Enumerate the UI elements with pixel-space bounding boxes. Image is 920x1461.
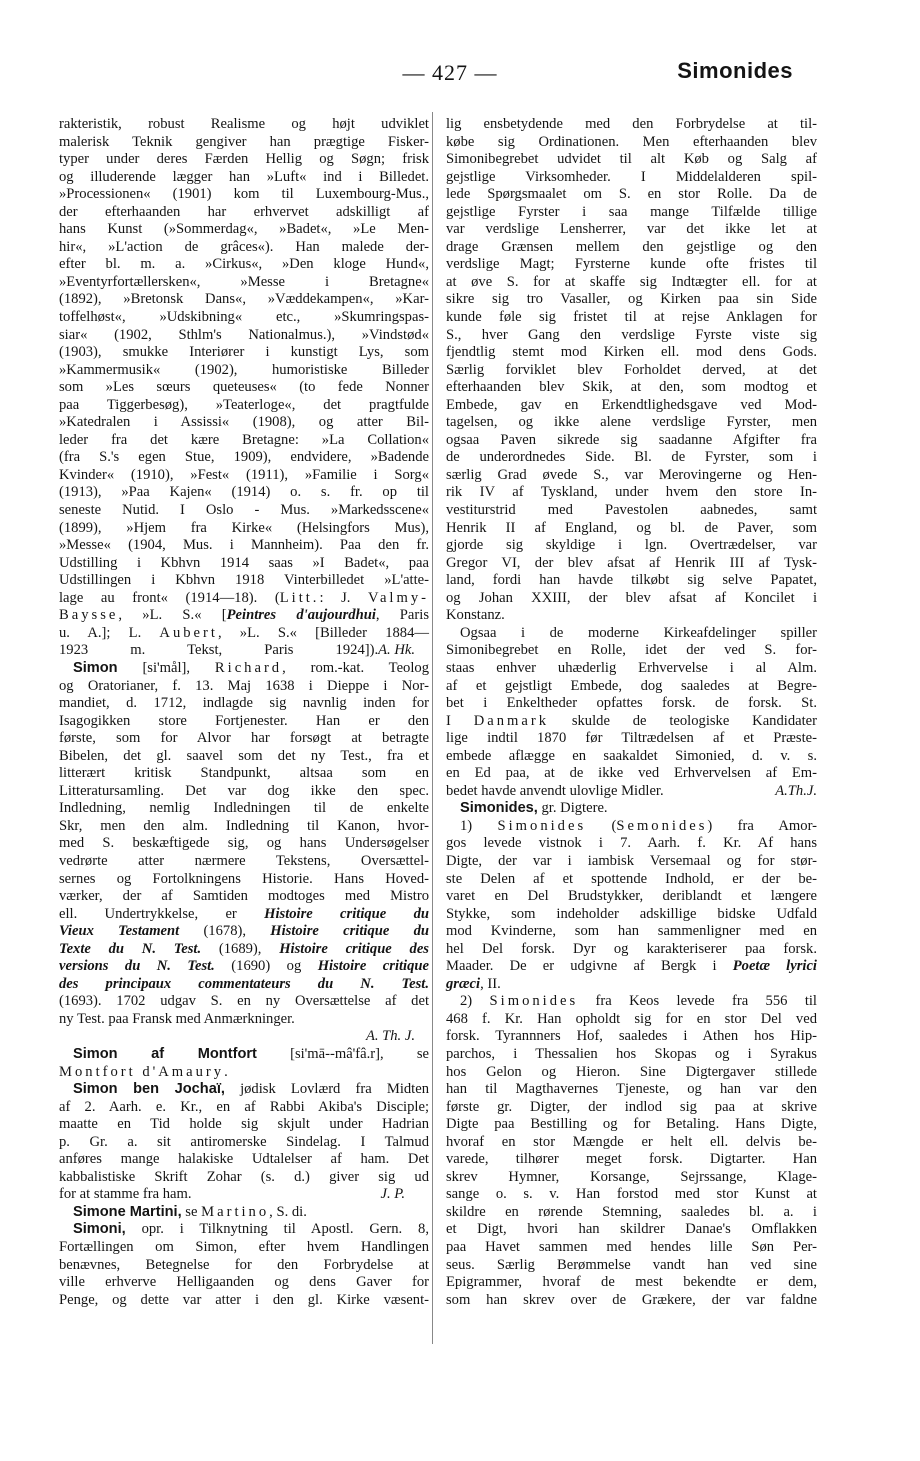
- text-line: som han skrev over de Grækere, der var faldne: [446, 1291, 817, 1308]
- text-run: 1): [460, 817, 498, 834]
- text-line: første, som for Alvor har forsøgt at betragte: [59, 730, 429, 747]
- text-run: jødisk Lovlærd fra Midten: [224, 1081, 429, 1098]
- text-line: Konstanz.: [446, 607, 505, 624]
- text-line: [446, 818, 817, 836]
- text-line: p. Gr. a. sit antiromerske Sindelag. I Talmud: [59, 1133, 429, 1150]
- text-line: [446, 958, 817, 976]
- running-head: Simonides: [677, 58, 793, 83]
- text-line: af et gejstligt Embede, dog saaledes at Begre-: [446, 677, 817, 694]
- text-run: (1689),: [201, 940, 280, 957]
- text-line: gos levede vistnok i 7. Aarh. f. Kr. Af hans: [446, 835, 817, 852]
- text-line: købe sig Ordinationen. Men efterhaanden blev: [446, 133, 817, 150]
- text-run: bedet havde anvendt ulovlige Midler.: [446, 782, 664, 799]
- literature-label: Litt.: [279, 589, 320, 606]
- text-line: [446, 1309, 817, 1327]
- text-line: [59, 976, 429, 994]
- page-number: — 427 —: [402, 60, 498, 85]
- text-line: Isagogikken store Fortjenester. Han er den: [59, 712, 429, 729]
- text-run: u. A.]; L.: [59, 624, 160, 641]
- text-run: lage au front« (1914—18). (: [59, 589, 280, 606]
- headword-simon: Simon: [73, 659, 118, 676]
- book-title: versions du N. Test.: [59, 958, 215, 975]
- text-line: (1903), smukke Interiører i kunstigt Lys, som: [59, 344, 429, 361]
- text-run: ell. Undertrykkelse, er: [59, 905, 265, 922]
- text-line: Epigrammer, hvoraf de mest bekendte er dem,: [446, 1274, 817, 1291]
- text-line: toffelhøst«, »Udskibning« etc., »Skumringspas-: [59, 309, 429, 326]
- text-line: embede aflægge en saakaldet Simonied, d. v. s.: [446, 747, 817, 764]
- text-line: særlig Grad øvede S., var Merovingerne og Hen-: [446, 466, 817, 483]
- text-run: 2): [460, 993, 490, 1010]
- text-line: malerisk Teknik gengiver han prægtige Fisker-: [59, 133, 429, 150]
- text-run: , »L. S.« [: [118, 607, 227, 624]
- text-run: , II.: [480, 975, 501, 992]
- text-run: I: [446, 712, 474, 729]
- text-line: Simonibegrebet en Rolle, idet der ved S. for-: [446, 642, 817, 659]
- author-signature: A.Th.J.: [775, 782, 817, 799]
- text-line: (1899), »Hjem fra Kirke« (Helsingfors Mus),: [59, 519, 429, 536]
- column-divider: [432, 112, 433, 1344]
- text-line: skildre en rørende Stemning, saaledes bl. a. i: [446, 1203, 817, 1220]
- text-line: gejstlige Fyrster i saa mange Tilfælde tillige: [446, 203, 817, 220]
- text-line: hir«, »L'action de grâces«). Han malede der-: [59, 238, 429, 255]
- text-line: leder fra det kære Bretagne: »La Collation«: [59, 431, 429, 448]
- book-title: Vieux Testament: [59, 923, 180, 940]
- text-line: var verdslige Lensherrer, var det ikke let at: [446, 221, 817, 238]
- text-line: værker, der af Samtiden modtoges med Mistro: [59, 888, 429, 905]
- left-column: [59, 116, 429, 1309]
- text-line: hel Del forsk. Dyr og karakteriserer paa forsk.: [446, 940, 817, 957]
- text-line: kabbalistiske Skrift Zohar (s. d.) giver sig ud: [59, 1168, 429, 1185]
- text-line: vestiturstrid med Pavestolen aabnedes, samt: [446, 502, 817, 519]
- text-run: Maader. De er udgivne af Bergk i: [446, 958, 733, 975]
- text-line: varede, tilhører meget forsk. Digtarter. Han: [446, 1151, 817, 1168]
- text-line: [59, 590, 429, 608]
- text-run: se: [181, 1203, 202, 1220]
- text-line: Udstillingen i Kbhvn 1918 Vinterbilledet »L'atte-: [59, 572, 429, 589]
- text-line: Digte paa Bestilling og for Betaling. Hans Digte,: [446, 1116, 817, 1133]
- cross-reference: Montfort d'Amaury: [59, 1063, 225, 1080]
- author-signature: A. Hk.: [378, 642, 415, 659]
- headword-simon-ben-jochai: Simon ben Jochaï,: [73, 1081, 225, 1098]
- text-line: lig ensbetydende med den Forbrydelse at til-: [446, 116, 817, 132]
- headword-simon-af-montfort: Simon af Montfort: [73, 1045, 257, 1062]
- person-name: Simonides: [497, 817, 587, 834]
- book-title: Histoire critique du: [264, 905, 429, 922]
- text-line: og Oratorianer, f. 13. Maj 1638 i Dieppe i Nor-: [59, 677, 429, 694]
- text-line: staas enhver uhæderlig Erhvervelse i al Alm.: [446, 659, 817, 676]
- author-name: Aubert: [159, 624, 218, 641]
- text-line: (1913), »Paa Kajen« (1914) o. s. fr. op til: [59, 484, 429, 501]
- text-run: 1923 m. Tekst, Paris 1924]).: [59, 642, 379, 659]
- text-line: der efterhaanden har erhvervet adskilligt af: [59, 203, 429, 220]
- text-line: han til Magthavernes Tjeneste, og han var den: [446, 1081, 817, 1098]
- text-line: og Johan XXIII, der blev afsat af Koncilet i: [446, 589, 817, 606]
- book-title: Texte du N. Test.: [59, 940, 202, 957]
- text-line: sikre sig tro Vasaller, og Kirken paa sin Side: [446, 291, 817, 308]
- headword-simoni: Simoni,: [73, 1221, 126, 1238]
- person-name: Simonides: [489, 993, 579, 1010]
- text-line: rik IV af Tyskland, under hvem den store In-: [446, 484, 817, 501]
- text-line: ville erhverve Helligaanden og dens Gaver for: [59, 1274, 429, 1291]
- text-line: »Processionen« (1901) kom til Luxembourg-Mus.,: [59, 186, 429, 203]
- entry-heading-line: [59, 660, 429, 678]
- text-run: (1690) og: [214, 958, 318, 975]
- text-line: Digte, der var i iambisk Versemaal og for stør-: [446, 852, 817, 869]
- text-line: »Eventyrfortællersken«, »Messe i Bretagne«: [59, 273, 429, 290]
- text-run: ) fra Amor-: [707, 817, 817, 834]
- cross-reference: Martino: [201, 1203, 270, 1220]
- text-run: [si'mål],: [117, 659, 215, 676]
- text-line: Gregor VI, der blev afsat af Henrik III af Tysk-: [446, 554, 817, 571]
- book-title: Peintres d'aujourdhui: [226, 607, 376, 624]
- text-line: Fortællingen om Simon, efter hvem Handlingen: [59, 1239, 429, 1255]
- text-line: [59, 906, 429, 924]
- author-signature: J. P.: [380, 1186, 405, 1203]
- text-line: tagelsen, og ikke alene verdslige Fyrster, men: [446, 414, 817, 431]
- author-name: Valmy-: [368, 589, 429, 606]
- text-line: paa Tiggerbesøg), »Teaterloge«, det pragtfulde: [59, 396, 429, 413]
- text-line: gejstlige Virksomheder. I Middelalderen spil-: [446, 168, 817, 185]
- text-line: hvoraf en stor Mængde er helt ell. delvis be-: [446, 1133, 817, 1150]
- text-line: [59, 642, 429, 660]
- headword-simone-martini: Simone Martini,: [73, 1203, 182, 1220]
- text-line: (1693). 1702 udgav S. en ny Oversættelse af det: [59, 993, 429, 1010]
- text-line: rakteristik, robust Realisme og højt udviklet: [59, 116, 429, 132]
- text-line: litterært kritisk Standpunkt, altsaa som en: [59, 765, 429, 782]
- text-line: at øve S. for at skaffe sig Indtægter ell. for at: [446, 273, 817, 290]
- text-run: , S. di.: [269, 1203, 307, 1220]
- entry-heading-line: [59, 1221, 429, 1239]
- author-signature: [59, 1028, 429, 1046]
- book-title: Histoire critique des: [279, 940, 429, 957]
- text-line: »Katedralen i Assissi« (1908), og atter Bil-: [59, 414, 429, 431]
- text-line: [59, 958, 429, 976]
- text-line: Litteratursamling. Det var dog ikke den spec.: [59, 782, 429, 799]
- text-line: [59, 607, 429, 625]
- text-line: seneste Nutid. I Oslo - Mus. »Markedsscene«: [59, 502, 429, 519]
- text-line: ny Test. paa Fransk med Anmærkninger.: [59, 1010, 295, 1027]
- text-line: (fra S.'s egen Stue, 1909), endvidere, »Badende: [59, 449, 429, 466]
- text-line: [59, 625, 429, 643]
- text-line: Bibelen, det gl. saavel som det ny Test., fra et: [59, 747, 429, 764]
- text-run: opr. i Tilknytning til Apostl. Gern. 8,: [125, 1221, 429, 1238]
- text-line: sernes og Fortolkningens Historie. Hans Hoved-: [59, 870, 429, 887]
- text-line: S., hver Gang den verdslige Fyrste viste sig: [446, 326, 817, 343]
- text-line: [446, 976, 817, 994]
- text-line: ste Delen af et spottende Indhold, er der be-: [446, 870, 817, 887]
- text-line: Ogsaa i de moderne Kirkeafdelinger spiller: [460, 624, 817, 641]
- page-header: [0, 58, 920, 98]
- text-line: hans Kunst (»Sommerdag«, »Badet«, »Le Men-: [59, 221, 429, 238]
- text-run: skulde de teologiske Kandidater: [549, 712, 817, 729]
- text-line: kunde føle sig fristet til at rejse Anklagen for: [446, 309, 817, 326]
- text-line: maatte en Tid holde sig skjult under Hadrian: [59, 1116, 429, 1133]
- text-line: Penge, og dette var atter i den gl. Kirke væsent-: [59, 1291, 429, 1308]
- text-line: (1892), »Bretonsk Dans«, »Væddekampen«, »Kar-: [59, 291, 429, 308]
- book-title: des principaux commentateurs du N. Test.: [59, 975, 429, 992]
- text-line: Stykke, som indeholder adskillige bidske Udfald: [446, 905, 817, 922]
- author-name: Baysse: [59, 607, 119, 624]
- person-name: Semonides: [616, 817, 708, 834]
- signature-text: A. Th. J.: [365, 1028, 415, 1045]
- text-line: benævnes, Betegnelse for den Forbrydelse at: [59, 1256, 429, 1273]
- text-line: første gr. Digter, der indlod sig paa at skrive: [446, 1098, 817, 1115]
- text-line: vedrørte atter nærmere Tekstens, Oversættel-: [59, 852, 429, 869]
- text-line: hos Gelon og Hieron. Sine Digtergaver stillede: [446, 1063, 817, 1080]
- text-line: et Digt, hvori han skildrer Danae's Omflakken: [446, 1221, 817, 1238]
- text-line: mandiet, d. 1712, indlagde sig navnlig inden for: [59, 695, 429, 712]
- book-title: Histoire critique: [317, 958, 429, 975]
- book-title: Histoire critique du: [270, 923, 430, 940]
- text-line: »Kammermusik« (1902), humoristiske Billeder: [59, 361, 429, 378]
- text-line: [446, 783, 817, 801]
- entry-heading-line: [446, 800, 817, 818]
- text-line: Særlig forviklet blev Forholdet derved, at det: [446, 361, 817, 378]
- text-line: [446, 1327, 817, 1345]
- text-run: [si'mā--mâ'fâ.r], se: [256, 1045, 429, 1062]
- entry-heading-line: [59, 1204, 429, 1222]
- entry-heading-line: [59, 1081, 429, 1099]
- text-run: for at stamme fra ham.: [59, 1186, 192, 1203]
- book-title: græci: [446, 975, 481, 992]
- text-line: de underordnedes Side. Bl. de Fyrster, som i: [446, 449, 817, 466]
- text-run: (: [586, 817, 617, 834]
- text-run: , »L. S.« [Billeder 1884—: [217, 624, 429, 641]
- text-line: Embede, gav en Erkendtlighedsgave ved Mod-: [446, 396, 817, 413]
- text-line: Skr, men den alm. Indledning til Kanon, hvor-: [59, 817, 429, 834]
- text-line: 468 f. Kr. Han opholdt sig for en stor Del ved: [446, 1010, 817, 1027]
- text-line: typer under deres Færden Hellig og Søgn; frisk: [59, 151, 429, 168]
- text-line: og illuderende lægger han »Luft« ind i Billedet.: [59, 168, 429, 185]
- text-line: [59, 941, 429, 959]
- headword-simonides: Simonides,: [460, 800, 538, 817]
- text-line: siar« (1902, Sthlm's Nationalmus.), »Vindstød«: [59, 326, 429, 343]
- text-line: [446, 993, 817, 1011]
- text-line: med S. beskæftigede sig, og hans Undersøgelser: [59, 835, 429, 852]
- book-title: Poetæ lyrici: [732, 958, 817, 975]
- country-name: Danmark: [473, 712, 549, 729]
- text-line: lige indtil 1870 før Tiltrædelsen af et Præste-: [446, 730, 817, 747]
- text-line: efter bl. m. a. »Cirkus«, »Den kloge Hund«,: [59, 256, 429, 273]
- text-line: Montfort d'Amaury.: [59, 1063, 228, 1080]
- text-line: sange o. s. v. Han forstod med stor Kunst at: [446, 1186, 817, 1203]
- text-line: drage Grænsen mellem den gejstlige og den: [446, 238, 817, 255]
- text-run: , rom.-kat. Teolog: [282, 659, 429, 676]
- person-name: Richard: [214, 659, 283, 676]
- text-line: [446, 713, 817, 731]
- text-line: af 2. Aarh. e. Kr., en af Rabbi Akiba's Disciple;: [59, 1098, 429, 1115]
- text-line: Indledning, nemlig Indledningen til de enkelte: [59, 800, 429, 817]
- text-line: anføres mange halakiske Udtalelser af ham. Det: [59, 1151, 429, 1168]
- text-line: Simonibegrebet udvidet til alt Køb og Salg af: [446, 151, 817, 168]
- text-line: verdslige Magt; Fyrsterne kunde ofte fristes til: [446, 256, 817, 273]
- right-column: [446, 116, 817, 1344]
- text-line: bet i Enkeltheder opfattes forsk. de forsk. St.: [446, 695, 817, 712]
- text-line: seus. Særlig Berømmelse vandt han ved sine: [446, 1256, 817, 1273]
- text-line: skrev Hymner, Korsange, Sejrssange, Klage-: [446, 1168, 817, 1185]
- text-line: lede Spørgsmaalet om S. en stor Rolle. Da de: [446, 186, 817, 203]
- text-line: gjorde sig skyldige i lgn. Overtrædelser, var: [446, 537, 817, 554]
- text-line: paa Havet sammen med hendes lille Søn Per-: [446, 1239, 817, 1255]
- text-run: , Paris: [375, 607, 429, 624]
- text-line: en Ed paa, at de ikke ved Erhvervelsen af Em-: [446, 765, 817, 782]
- text-line: Udstilling i Kbhvn 1914 saas »I Badet«, paa: [59, 554, 429, 571]
- text-line: som »Les sœurs queteuses« (to fede Nonner: [59, 379, 429, 396]
- text-line: ogsaa Paven sikrede sig saadanne Afgifter fra: [446, 431, 817, 448]
- entry-heading-line: [59, 1046, 429, 1064]
- text-line: efterhaanden blev Skik, at den, som modtog et: [446, 379, 817, 396]
- text-line: forsk. Tyrannners Hof, saaledes i Athen hos Hip-: [446, 1028, 817, 1045]
- text-run: fra Keos levede fra 556 til: [578, 993, 817, 1010]
- text-line: fjendtlig stemt mod Kirken ell. mod dens Gods.: [446, 344, 817, 361]
- text-line: varet en Del Brudstykker, deriblandt et længere: [446, 888, 817, 905]
- text-line: mod Kvinderne, som han sammenligner med en: [446, 923, 817, 940]
- text-line: »Messe« (1904, Mus. i Mannheim). Paa den fr.: [59, 537, 429, 554]
- text-line: land, fordi han havde tilkøbt sig selve Papatet,: [446, 572, 817, 589]
- text-line: [59, 1186, 429, 1204]
- text-run: gr. Digtere.: [537, 800, 608, 817]
- text-line: [59, 923, 429, 941]
- text-run: (1678),: [179, 923, 271, 940]
- text-line: parchos, i Thessalien hos Skopas og i Syrakus: [446, 1045, 817, 1062]
- text-line: Henrik II af England, og bl. de Paver, som: [446, 519, 817, 536]
- text-line: Kvinder« (1910), »Fest« (1911), »Familie i Sorg«: [59, 466, 429, 483]
- text-run: : J.: [319, 589, 369, 606]
